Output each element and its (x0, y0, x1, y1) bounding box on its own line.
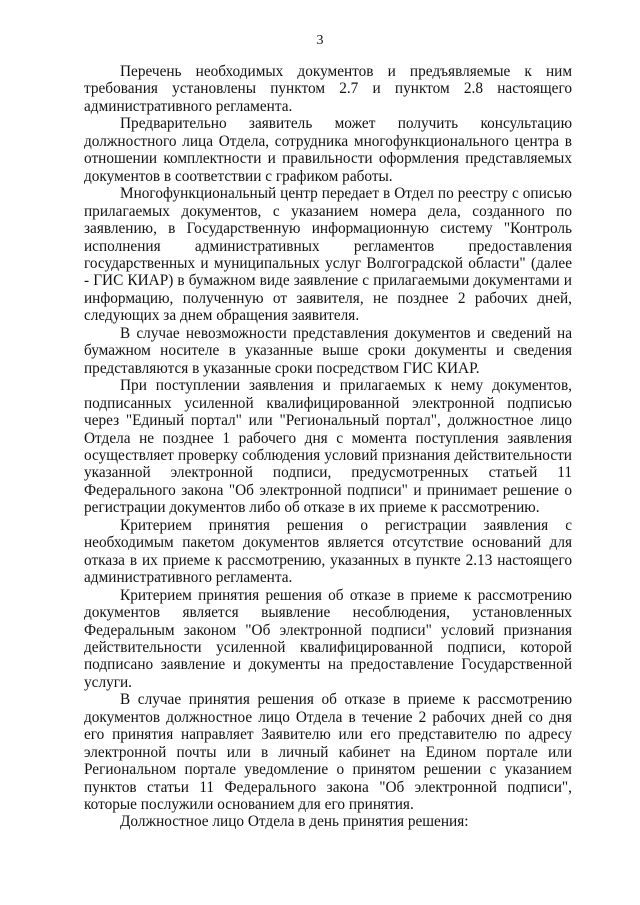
paragraph-electronic-signature-check: При поступлении заявления и прилагаемых к нему документов, подписанных усиленной квалифицированной электронной подписью через "Единый портал" или "Региональный портал", должностное лицо Отдела не позднее 1 рабочего дня с момента поступления заявления осуществляет проверку соблюдения условий признания действительности указанной электронной подписи, предусмотренных статьей 11 Федерального закона "Об электронной подписи" и принимает решение о регистрации документов либо об отказе в их приеме к рассмотрению. (84, 377, 572, 517)
paragraph-gis-kiar: В случае невозможности представления документов и сведений на бумажном носителе в указанные выше сроки документы и сведения представляются в указанные сроки посредством ГИС КИАР. (84, 324, 572, 377)
paragraph-consultation: Предварительно заявитель может получить консультацию должностного лица Отдела, сотрудника многофункционального центра в отношении комплектности и правильности оформления представляемых документов в соответствии с графиком работы. (84, 115, 572, 185)
paragraph-mfc-transfer: Многофункциональный центр передает в Отдел по реестру с описью прилагаемых документов, с указанием номера дела, созданного по заявлению, в Государственную информационную систему "Контроль исполнения административных регламентов предоставления государственных и муниципальных услуг Волгоградской области" (далее - ГИС КИАР) в бумажном виде заявление с прилагаемыми документами и информацию, полученную от заявителя, не позднее 2 рабочих дней, следующих за днем обращения заявителя. (84, 185, 572, 325)
paragraph-refusal-criterion: Критерием принятия решения об отказе в приеме к рассмотрению документов является выявление несоблюдения, установленных Федеральным законом "Об электронной подписи" условий признания действительности усиленной квалифицированной подписи, которой подписано заявление и документы на предоставление Государственной услуги. (84, 586, 572, 691)
paragraph-refusal-notification: В случае принятия решения об отказе в приеме к рассмотрению документов должностное лицо Отдела в течение 2 рабочих дней со дня его принятия направляет Заявителю или его представителю по адресу электронной почты или в личный кабинет на Едином портале или Региональном портале уведомление о принятом решении с указанием пунктов статьи 11 Федерального закона "Об электронной подписи", которые послужили основанием для его принятия. (84, 691, 572, 814)
paragraph-documents-list: Перечень необходимых документов и предъявляемые к ним требования установлены пунктом 2.7 и пунктом 2.8 настоящего административного регламента. (84, 63, 572, 115)
page-number: 3 (316, 33, 324, 48)
document-body (84, 63, 572, 831)
paragraph-registration-criterion: Критерием принятия решения о регистрации заявления с необходимым пакетом документов является отсутствие оснований для отказа в их приеме к рассмотрению, указанных в пункте 2.13 настоящего административного регламента. (84, 516, 572, 587)
paragraph-official-actions: Должностное лицо Отдела в день принятия решения: (120, 813, 469, 831)
